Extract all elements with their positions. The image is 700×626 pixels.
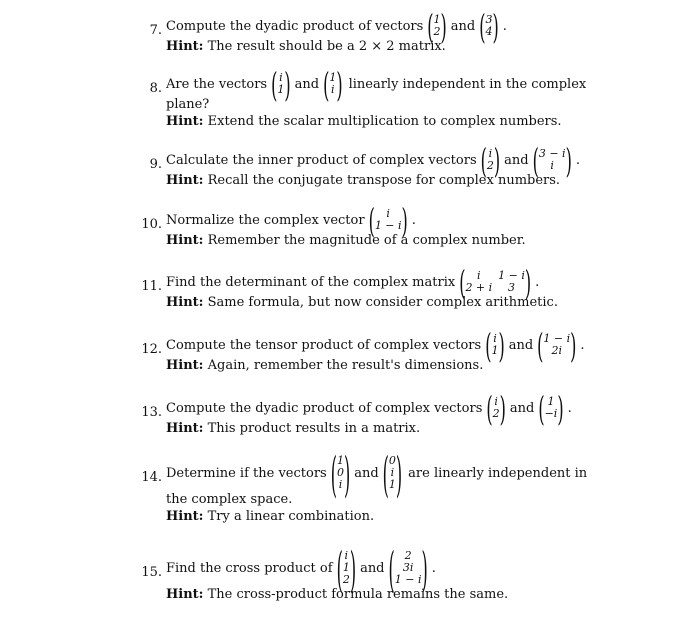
vector-b <box>388 539 428 597</box>
problem-number: 12. <box>141 341 162 357</box>
matrix-columns <box>389 455 396 491</box>
statement-text: Calculate the inner product of complex vectors <box>166 152 477 168</box>
statement-text: Find the determinant of the complex matrix <box>166 274 456 290</box>
left-paren: ( <box>485 324 492 366</box>
matrix-columns <box>329 72 336 96</box>
matrix-column <box>487 148 494 172</box>
matrix-entry: 1 − i <box>374 219 402 232</box>
left-paren: ( <box>532 139 539 181</box>
matrix-columns <box>277 72 284 96</box>
problem-14 <box>140 444 595 525</box>
statement-tail: linearly independent in the complex <box>348 76 587 92</box>
hint <box>166 38 595 55</box>
left-paren: ( <box>479 5 486 47</box>
vector-b <box>538 387 564 429</box>
problem-number: 11. <box>141 278 162 294</box>
vector-a <box>368 199 408 241</box>
matrix-entry: 1 <box>336 454 344 467</box>
matrix-column <box>329 72 336 96</box>
vector-a <box>271 63 291 105</box>
problem-body <box>166 324 595 374</box>
matrix-entry: i <box>477 269 481 282</box>
matrix-entry: 3 <box>485 13 493 26</box>
vector-a <box>480 139 501 181</box>
hint <box>166 420 595 437</box>
matrix-column <box>375 208 402 232</box>
matrix-entry: 1 <box>433 13 441 26</box>
statement-text: Compute the dyadic product of vectors <box>166 18 424 34</box>
problem-number: 14. <box>141 469 162 485</box>
matrix-column <box>389 455 396 491</box>
vector-a <box>336 539 357 597</box>
matrix-entry: 0 <box>336 466 344 479</box>
hint-label: Hint: <box>166 509 204 524</box>
matrix-columns <box>487 148 494 172</box>
hint <box>166 172 595 189</box>
matrix-column <box>434 14 441 38</box>
problem-12 <box>140 324 595 374</box>
matrix-columns <box>465 270 524 294</box>
matrix-entry: i <box>488 147 493 160</box>
left-paren: ( <box>388 539 395 597</box>
problem-15 <box>140 539 595 603</box>
right-paren: ) <box>492 5 499 47</box>
hint-text: Same formula, but now consider complex arithmetic. <box>207 295 558 310</box>
problem-number: 9. <box>149 156 162 172</box>
statement-tail: . <box>502 18 507 34</box>
matrix-column <box>337 455 344 491</box>
matrix-entry: 3 − i <box>538 147 566 160</box>
matrix-entry: i <box>279 71 283 84</box>
matrix-columns <box>434 14 441 38</box>
matrix-entry: 0 <box>388 454 396 467</box>
matrix-columns <box>491 333 498 357</box>
matrix-entry: 2 <box>486 159 494 172</box>
problem-7 <box>140 5 595 55</box>
hint <box>166 113 595 130</box>
hint <box>166 232 595 249</box>
connector-text: and <box>354 465 379 481</box>
hint-text: Recall the conjugate transpose for complex numbers. <box>207 173 561 188</box>
right-paren: ) <box>395 444 403 502</box>
vector-b <box>479 5 499 47</box>
matrix-entry: 3 <box>508 281 516 294</box>
matrix-entry: 4 <box>485 25 493 38</box>
statement-text: Determine if the vectors <box>166 465 327 481</box>
matrix-entry: 2 <box>342 573 350 586</box>
problem-number: 15. <box>141 564 162 580</box>
vector-a <box>485 324 505 366</box>
left-paren: ( <box>336 539 343 597</box>
matrix-column <box>395 550 422 586</box>
connector-text: and <box>504 152 529 168</box>
problem-body <box>166 5 595 55</box>
matrix-entry: i <box>331 83 335 96</box>
hint-text: Try a linear combination. <box>207 509 375 524</box>
hint-label: Hint: <box>166 114 204 129</box>
complex-matrix <box>459 261 532 303</box>
matrix-entry: 1 <box>491 344 499 357</box>
hint-text: Remember the magnitude of a complex number. <box>207 233 526 248</box>
matrix-column <box>465 270 492 294</box>
statement-text: Compute the tensor product of complex vectors <box>166 337 482 353</box>
vector-b <box>537 324 577 366</box>
matrix-column <box>498 270 525 294</box>
right-paren: ) <box>570 324 577 366</box>
matrix-entry: 1 <box>277 83 285 96</box>
matrix-entry: −i <box>544 407 558 420</box>
vector-a <box>427 5 447 47</box>
problem-body <box>166 444 595 525</box>
matrix-entry: 1 − i <box>498 269 525 282</box>
right-paren: ) <box>336 63 343 105</box>
matrix-entry: i <box>390 466 395 479</box>
statement-tail: . <box>411 212 416 228</box>
connector-text: and <box>509 400 535 416</box>
matrix-entry: i <box>344 549 349 562</box>
matrix-entry: 1 − i <box>394 573 422 586</box>
right-paren: ) <box>401 199 408 241</box>
matrix-columns <box>343 550 350 586</box>
left-paren: ( <box>427 5 434 47</box>
matrix-columns <box>395 550 422 586</box>
matrix-entry: i <box>493 332 497 345</box>
matrix-columns <box>539 148 566 172</box>
problem-11 <box>140 261 595 311</box>
connector-text: and <box>294 76 320 92</box>
matrix-entry: 2 <box>433 25 441 38</box>
problem-number: 13. <box>141 404 162 420</box>
matrix-column <box>539 148 566 172</box>
hint-label: Hint: <box>166 295 204 310</box>
matrix-entry: 1 <box>342 561 350 574</box>
hint <box>166 357 595 374</box>
matrix-column <box>543 333 570 357</box>
matrix-column <box>343 550 350 586</box>
hint-text: The cross-product formula remains the same. <box>207 587 509 602</box>
vector-b <box>382 444 403 502</box>
problem-body <box>166 63 595 130</box>
left-paren: ( <box>486 387 493 429</box>
matrix-entry: 1 <box>388 478 396 491</box>
hint-label: Hint: <box>166 233 204 248</box>
statement-tail: are linearly independent in <box>408 465 588 481</box>
left-paren: ( <box>537 324 544 366</box>
connector-text: and <box>508 337 534 353</box>
matrix-entry: 1 <box>329 71 337 84</box>
problem-body <box>166 199 595 249</box>
statement-text: Compute the dyadic product of complex vectors <box>166 400 483 416</box>
problem-number: 10. <box>141 216 162 232</box>
vector-b <box>323 63 343 105</box>
vector-a <box>486 387 506 429</box>
matrix-entry: i <box>494 395 498 408</box>
statement-text: Find the cross product of <box>166 560 333 576</box>
right-paren: ) <box>349 539 357 597</box>
statement-tail: . <box>431 560 436 576</box>
hint-label: Hint: <box>166 358 204 373</box>
left-paren: ( <box>459 261 466 303</box>
right-paren: ) <box>440 5 447 47</box>
vector-b <box>532 139 572 181</box>
matrix-column <box>486 14 493 38</box>
right-paren: ) <box>499 387 506 429</box>
hint <box>166 508 595 525</box>
matrix-entry: 2 <box>404 549 412 562</box>
matrix-column <box>277 72 284 96</box>
matrix-entry: 1 <box>547 395 555 408</box>
problem-body <box>166 261 595 311</box>
matrix-column <box>493 396 500 420</box>
right-paren: ) <box>493 139 501 181</box>
problem-body <box>166 539 595 603</box>
right-paren: ) <box>557 387 564 429</box>
matrix-entry: i <box>386 207 390 220</box>
matrix-column <box>491 333 498 357</box>
matrix-columns <box>337 455 344 491</box>
statement-continuation: the complex space. <box>166 492 293 507</box>
hint-text: This product results in a matrix. <box>207 421 421 436</box>
matrix-entry: 1 − i <box>543 332 571 345</box>
matrix-entry: 2 <box>492 407 500 420</box>
matrix-columns <box>493 396 500 420</box>
statement-text: Normalize the complex vector <box>166 212 365 228</box>
matrix-entry: i <box>338 478 343 491</box>
matrix-column <box>545 396 558 420</box>
matrix-entry: 2 + i <box>465 281 493 294</box>
problem-body <box>166 139 595 189</box>
statement-continuation: plane? <box>166 97 210 112</box>
problem-10 <box>140 199 595 249</box>
matrix-columns <box>543 333 570 357</box>
statement-tail: . <box>535 274 540 290</box>
problem-body <box>166 387 595 437</box>
right-paren: ) <box>498 324 505 366</box>
right-paren: ) <box>524 261 532 303</box>
left-paren: ( <box>382 444 389 502</box>
problem-8 <box>140 63 595 130</box>
matrix-columns <box>486 14 493 38</box>
connector-text: and <box>450 18 476 34</box>
statement-tail: . <box>580 337 585 353</box>
statement-tail: . <box>575 152 580 168</box>
vector-a <box>330 444 351 502</box>
hint <box>166 586 595 603</box>
left-paren: ( <box>480 139 487 181</box>
right-paren: ) <box>565 139 572 181</box>
matrix-columns <box>545 396 558 420</box>
hint-text: The result should be a 2 × 2 matrix. <box>207 39 446 54</box>
hint-text: Extend the scalar multiplication to complex numbers. <box>207 114 562 129</box>
left-paren: ( <box>368 199 375 241</box>
matrix-entry: i <box>550 159 554 172</box>
left-paren: ( <box>271 63 278 105</box>
hint-label: Hint: <box>166 587 204 602</box>
problem-9 <box>140 139 595 189</box>
matrix-entry: 3i <box>402 561 414 574</box>
statement-text: Are the vectors <box>166 76 268 92</box>
hint-label: Hint: <box>166 421 204 436</box>
problem-number: 8. <box>149 80 162 96</box>
left-paren: ( <box>323 63 330 105</box>
right-paren: ) <box>343 444 351 502</box>
connector-text: and <box>360 560 385 576</box>
hint-label: Hint: <box>166 173 204 188</box>
hint-text: Again, remember the result's dimensions. <box>207 358 484 373</box>
right-paren: ) <box>421 539 428 597</box>
hint-label: Hint: <box>166 39 204 54</box>
problem-number: 7. <box>149 22 162 38</box>
problem-13 <box>140 387 595 437</box>
left-paren: ( <box>330 444 337 502</box>
right-paren: ) <box>284 63 291 105</box>
left-paren: ( <box>538 387 545 429</box>
statement-tail: . <box>567 400 572 416</box>
matrix-columns <box>375 208 402 232</box>
matrix-entry: 2i <box>551 344 563 357</box>
